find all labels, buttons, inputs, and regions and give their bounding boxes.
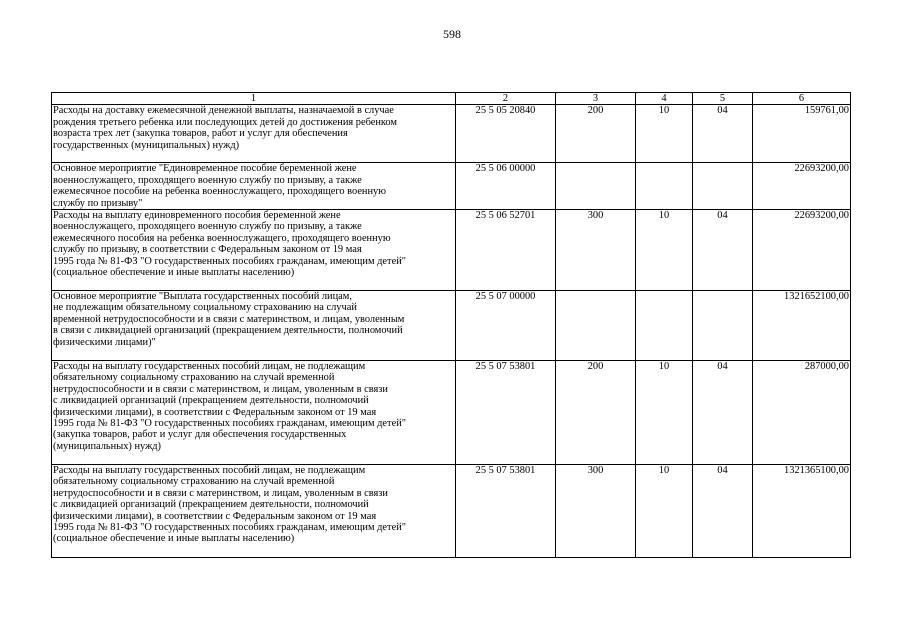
row-code: 25 5 07 53801 <box>456 361 556 465</box>
column-header-5: 5 <box>693 93 753 105</box>
budget-table <box>51 92 851 558</box>
row-name: Основное мероприятие "Выплата государственных пособий лицам, не подлежащим обязательному социальному страхованию на случай временной нетрудоспособности и в связи с материнством, и лицам, уволенным в связи с ликвидацией организаций (прекращением деятельности, полномочий физическими лицами)" <box>52 291 456 361</box>
row-col4: 10 <box>636 465 693 558</box>
row-code: 25 5 06 00000 <box>456 163 556 210</box>
row-col5: 04 <box>693 210 753 291</box>
row-col4: 10 <box>636 361 693 465</box>
row-col4: 10 <box>636 105 693 163</box>
row-code: 25 5 06 52701 <box>456 210 556 291</box>
row-col3: 200 <box>556 105 636 163</box>
page-number: 598 <box>443 27 461 41</box>
column-header-3: 3 <box>556 93 636 105</box>
table-header-row <box>52 93 851 105</box>
table-row <box>52 105 851 163</box>
row-code: 25 5 07 53801 <box>456 465 556 558</box>
table-row <box>52 465 851 558</box>
row-col3: 300 <box>556 210 636 291</box>
row-col5 <box>693 163 753 210</box>
row-code: 25 5 07 00000 <box>456 291 556 361</box>
row-name: Расходы на выплату единовременного пособия беременной жене военнослужащего, проходящего военную службу по призыву, а также ежемесячного пособия на ребенка военнослужащего, проходящего военную службу по призыву, в соответствии с Федеральным законом от 19 мая 1995 года № 81-ФЗ "О государственных пособиях гражданам, имеющим детей" (социальное обеспечение и иные выплаты населению) <box>52 210 456 291</box>
column-header-6: 6 <box>753 93 851 105</box>
row-col3 <box>556 163 636 210</box>
row-col5: 04 <box>693 361 753 465</box>
row-amount: 1321365100,00 <box>753 465 851 558</box>
row-amount: 22693200,00 <box>753 163 851 210</box>
column-header-1: 1 <box>52 93 456 105</box>
row-col5: 04 <box>693 105 753 163</box>
row-code: 25 5 05 20840 <box>456 105 556 163</box>
row-name: Расходы на выплату государственных пособий лицам, не подлежащим обязательному социальному страхованию на случай временной нетрудоспособности и в связи с материнством, и лицам, уволенным в связи с ликвидацией организаций (прекращением деятельности, полномочий физическими лицами), в соответствии с Федеральным законом от 19 мая 1995 года № 81-ФЗ "О государственных пособиях гражданам, имеющим детей" (закупка товаров, работ и услуг для обеспечения государственных (муниципальных) нужд) <box>52 361 456 465</box>
row-col3: 200 <box>556 361 636 465</box>
row-col5: 04 <box>693 465 753 558</box>
row-amount: 1321652100,00 <box>753 291 851 361</box>
table-row <box>52 210 851 291</box>
row-name: Расходы на выплату государственных пособий лицам, не подлежащим обязательному социальному страхованию на случай временной нетрудоспособности и в связи с материнством, и лицам, уволенным в связи с ликвидацией организаций (прекращением деятельности, полномочий физическими лицами), в соответствии с Федеральным законом от 19 мая 1995 года № 81-ФЗ "О государственных пособиях гражданам, имеющим детей" (социальное обеспечение и иные выплаты населению) <box>52 465 456 558</box>
row-col5 <box>693 291 753 361</box>
row-amount: 159761,00 <box>753 105 851 163</box>
table-row <box>52 163 851 210</box>
table-row <box>52 361 851 465</box>
row-col3: 300 <box>556 465 636 558</box>
column-header-4: 4 <box>636 93 693 105</box>
row-col3 <box>556 291 636 361</box>
row-col4 <box>636 163 693 210</box>
row-col4: 10 <box>636 210 693 291</box>
row-name: Основное мероприятие "Единовременное пособие беременной жене военнослужащего, проходящего военную службу по призыву, а также ежемесячное пособие на ребенка военнослужащего, проходящего военную службу по призыву" <box>52 163 456 210</box>
row-amount: 22693200,00 <box>753 210 851 291</box>
row-name: Расходы на доставку ежемесячной денежной выплаты, назначаемой в случае рождения третьего ребенка или последующих детей до достижения ребенком возраста трех лет (закупка товаров, работ и услуг для обеспечения государственных (муниципальных) нужд) <box>52 105 456 163</box>
row-amount: 287000,00 <box>753 361 851 465</box>
row-col4 <box>636 291 693 361</box>
column-header-2: 2 <box>456 93 556 105</box>
table-row <box>52 291 851 361</box>
